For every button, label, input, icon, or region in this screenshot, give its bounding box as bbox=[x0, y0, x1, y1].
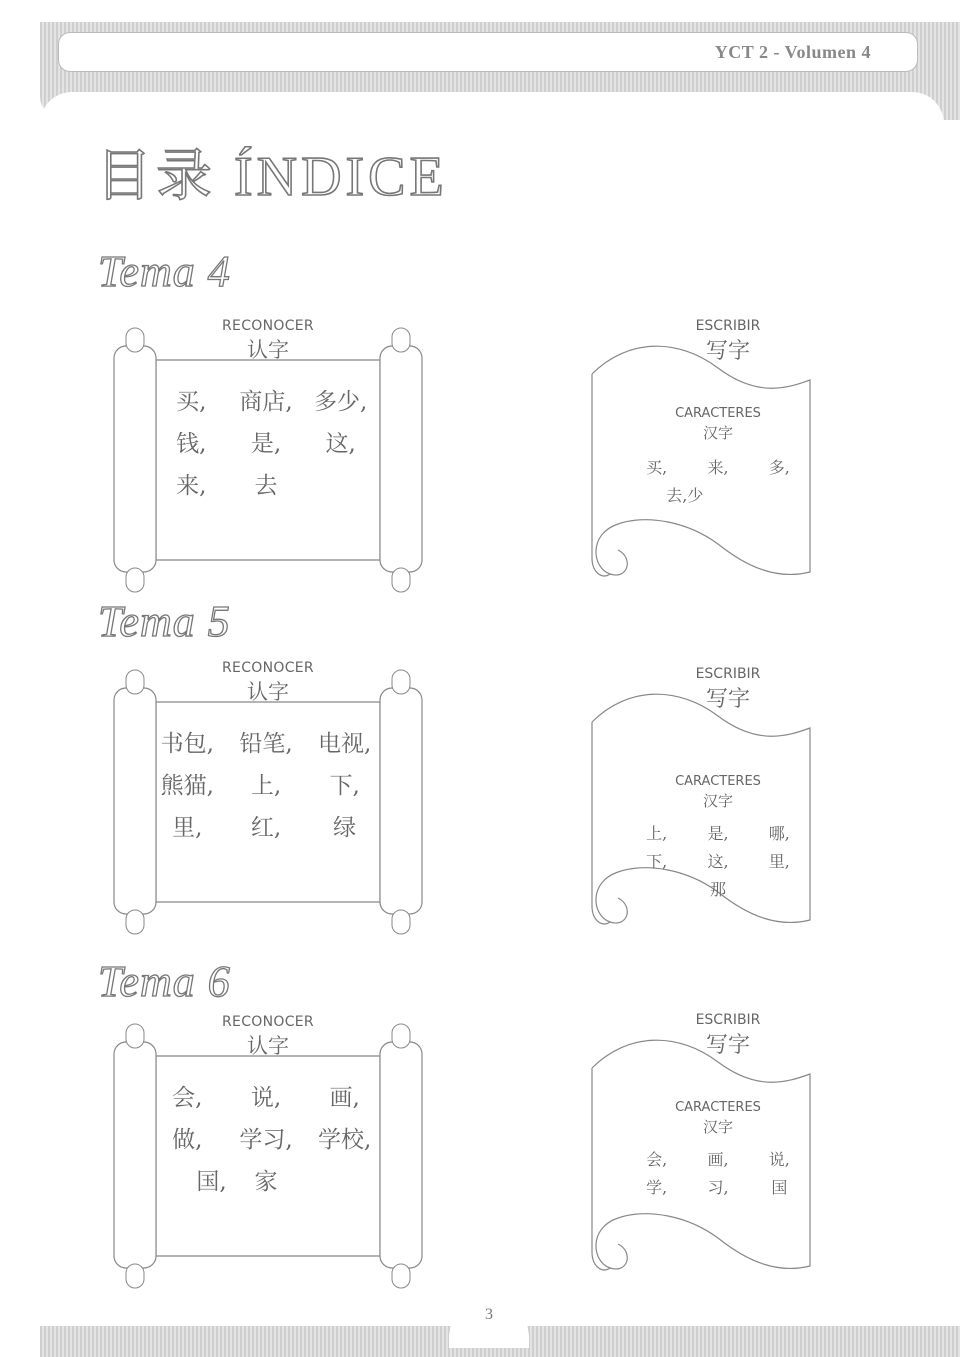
char-item: 会, bbox=[646, 1150, 668, 1169]
reconocer-label-zh: 认字 bbox=[247, 1034, 289, 1058]
char-item: 下, bbox=[646, 852, 668, 871]
char-item: 那 bbox=[709, 880, 726, 899]
caracteres-label: CARACTERES bbox=[675, 774, 761, 789]
char-item: 熊猫, bbox=[160, 773, 214, 799]
char-item: 做, bbox=[172, 1127, 203, 1153]
char-item: 学习, bbox=[239, 1127, 293, 1153]
char-item: 买, bbox=[176, 389, 207, 415]
char-item: 红, bbox=[250, 815, 282, 841]
char-item: 下, bbox=[329, 773, 360, 799]
char-item: 学, bbox=[646, 1178, 668, 1197]
reconocer-label-zh: 认字 bbox=[247, 680, 289, 704]
tema-4-heading: Tema 4 bbox=[98, 247, 231, 296]
escribir-label: ESCRIBIR bbox=[695, 318, 761, 334]
char-item: 家 bbox=[254, 1169, 278, 1195]
char-item: 这, bbox=[707, 852, 729, 871]
char-item: 说, bbox=[768, 1150, 790, 1169]
char-item: 会, bbox=[172, 1085, 203, 1111]
char-item: 来, bbox=[707, 458, 729, 477]
char-item: 去, bbox=[666, 486, 688, 505]
char-item: 商店, bbox=[239, 389, 293, 415]
reconocer-scroll-tema-5 bbox=[108, 658, 424, 948]
caracteres-label-zh: 汉字 bbox=[702, 1118, 733, 1136]
reconocer-chars bbox=[154, 388, 378, 500]
reconocer-scroll-tema-6 bbox=[108, 1012, 424, 1302]
header-bar bbox=[58, 32, 918, 72]
escribir-chars bbox=[626, 824, 810, 900]
char-item: 里, bbox=[172, 815, 203, 841]
char-item bbox=[749, 880, 810, 900]
char-item: 绿 bbox=[333, 815, 357, 841]
reconocer-label: RECONOCER bbox=[222, 318, 314, 334]
char-item bbox=[626, 880, 687, 900]
char-item bbox=[303, 472, 378, 500]
char-item: 多少, bbox=[314, 389, 368, 415]
char-item: 画, bbox=[707, 1150, 729, 1169]
reconocer-chars bbox=[148, 730, 384, 842]
char-item: 国 bbox=[771, 1178, 788, 1197]
char-item: 里, bbox=[768, 852, 790, 871]
escribir-banner-tema-6 bbox=[588, 1012, 818, 1282]
reconocer-scroll-tema-4 bbox=[108, 316, 424, 606]
char-item: 哪, bbox=[768, 824, 790, 843]
char-item: 是, bbox=[250, 431, 282, 457]
book-title: YCT 2 - Volumen 4 bbox=[714, 42, 871, 62]
escribir-chars bbox=[626, 458, 810, 506]
char-item: 去 bbox=[254, 473, 278, 499]
char-item: 画, bbox=[329, 1085, 360, 1111]
reconocer-label-zh: 认字 bbox=[247, 338, 289, 362]
char-item: 多, bbox=[768, 458, 790, 477]
char-item: 是, bbox=[707, 824, 729, 843]
escribir-chars bbox=[626, 1150, 810, 1198]
caracteres-label-zh: 汉字 bbox=[702, 424, 733, 442]
char-item: 书包, bbox=[160, 731, 214, 757]
caracteres-label: CARACTERES bbox=[675, 1100, 761, 1115]
tema-6-heading: Tema 6 bbox=[98, 957, 231, 1006]
reconocer-chars bbox=[148, 1084, 384, 1196]
escribir-label-zh: 写字 bbox=[705, 339, 750, 364]
escribir-label: ESCRIBIR bbox=[695, 1012, 761, 1028]
char-item: 上, bbox=[646, 824, 668, 843]
char-item: 钱, bbox=[176, 431, 207, 457]
char-item: 这, bbox=[325, 431, 356, 457]
reconocer-label: RECONOCER bbox=[222, 660, 314, 676]
escribir-label-zh: 写字 bbox=[705, 1033, 750, 1058]
caracteres-label-zh: 汉字 bbox=[702, 792, 733, 810]
page-title: 目录 ÍNDICE bbox=[96, 146, 448, 208]
escribir-label: ESCRIBIR bbox=[695, 666, 761, 682]
char-item: 来, bbox=[176, 473, 207, 499]
char-item: 学校, bbox=[318, 1127, 372, 1153]
escribir-banner-tema-4 bbox=[588, 318, 818, 588]
caracteres-label: CARACTERES bbox=[675, 406, 761, 421]
char-item: 国, bbox=[196, 1169, 227, 1195]
tema-5-heading: Tema 5 bbox=[98, 597, 231, 646]
reconocer-label: RECONOCER bbox=[222, 1014, 314, 1030]
char-item: 少 bbox=[687, 486, 704, 505]
char-item: 习, bbox=[707, 1178, 729, 1197]
escribir-label-zh: 写字 bbox=[705, 687, 750, 712]
char-item: 铅笔, bbox=[239, 731, 293, 757]
escribir-banner-tema-5 bbox=[588, 666, 818, 936]
char-item: 电视, bbox=[318, 731, 372, 757]
char-item: 上, bbox=[250, 773, 282, 799]
char-item: 买, bbox=[646, 458, 668, 477]
char-item: 说, bbox=[250, 1085, 282, 1111]
page-number: 3 bbox=[449, 1298, 529, 1348]
